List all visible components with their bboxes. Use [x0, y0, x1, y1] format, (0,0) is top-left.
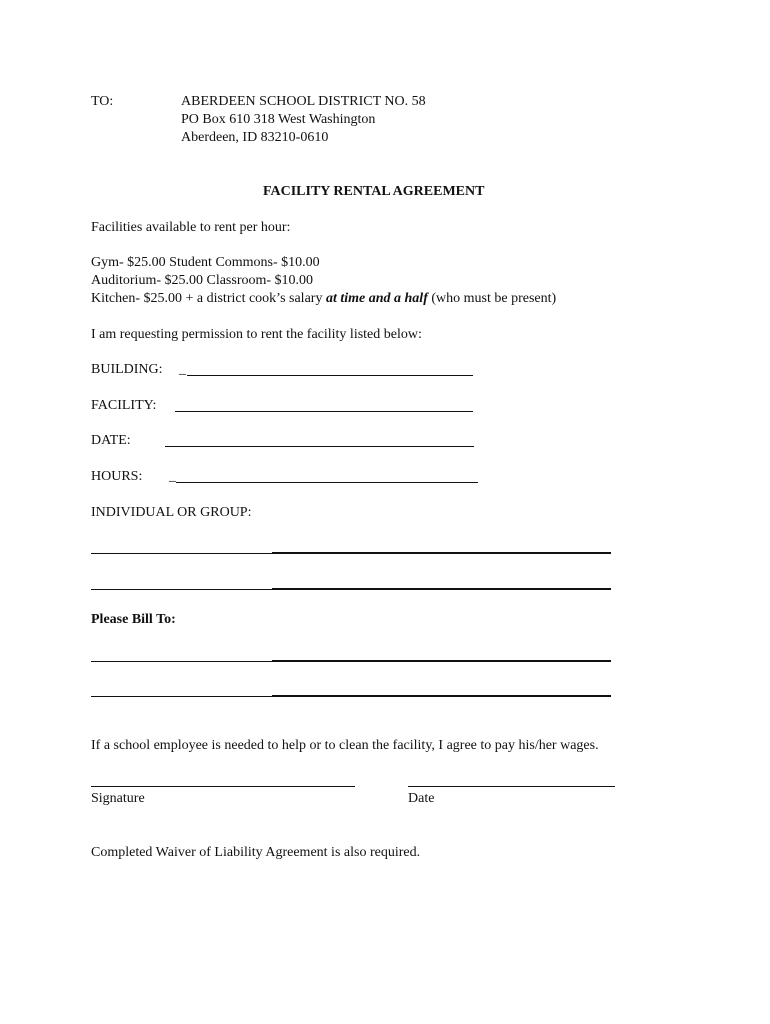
waiver-note: Completed Waiver of Liability Agreement is also required.: [91, 845, 421, 860]
district-city: Aberdeen, ID 83210-0610: [181, 130, 329, 145]
rates-line-3-text: Kitchen- $25.00 + a district cook’s salary: [91, 291, 326, 306]
hours-label: HOURS:: [91, 469, 143, 484]
signature-field[interactable]: [91, 786, 355, 787]
signature-date-label: Date: [408, 791, 435, 806]
group-label: INDIVIDUAL OR GROUP:: [91, 505, 252, 520]
rates-line-3: [91, 290, 556, 308]
employee-clause: If a school employee is needed to help or to clean the facility, I agree to pay his/her wages.: [91, 738, 599, 753]
page-title: FACILITY RENTAL AGREEMENT: [263, 184, 485, 199]
hours-prefix: _: [169, 469, 176, 484]
building-prefix: _: [179, 362, 186, 377]
rates-intro: Facilities available to rent per hour:: [91, 220, 291, 235]
signature-date-field[interactable]: [408, 786, 615, 787]
group-field-line-2-overlay: [272, 588, 611, 589]
hours-field[interactable]: [176, 482, 478, 483]
rates-line-3-emphasis: at time and a half: [325, 291, 428, 306]
bill-to-label: Please Bill To:: [91, 612, 176, 627]
bill-to-line-2[interactable]: [91, 696, 611, 697]
group-field-line-2[interactable]: [91, 589, 611, 590]
building-field[interactable]: [187, 375, 473, 376]
bill-to-line-1-overlay: [272, 660, 611, 661]
district-po-box: PO Box 610 318 West Washington: [181, 112, 376, 127]
rates-line-3-note: (who must be present): [427, 291, 557, 306]
request-statement: I am requesting permission to rent the facility listed below:: [91, 327, 422, 342]
bill-to-line-1[interactable]: [91, 661, 611, 662]
district-name: ABERDEEN SCHOOL DISTRICT NO. 58: [181, 94, 426, 109]
building-label: BUILDING:: [91, 362, 163, 377]
group-field-line-1-overlay: [272, 552, 611, 553]
signature-label: Signature: [91, 791, 145, 806]
to-label: TO:: [91, 94, 114, 109]
rates-line-2: Auditorium- $25.00 Classroom- $10.00: [91, 273, 314, 288]
date-field[interactable]: [165, 446, 474, 447]
bill-to-line-2-overlay: [272, 695, 611, 696]
facility-label: FACILITY:: [91, 398, 157, 413]
group-field-line-1[interactable]: [91, 553, 611, 554]
facility-field[interactable]: [175, 411, 473, 412]
rates-line-1: Gym- $25.00 Student Commons- $10.00: [91, 255, 320, 270]
date-label: DATE:: [91, 433, 131, 448]
